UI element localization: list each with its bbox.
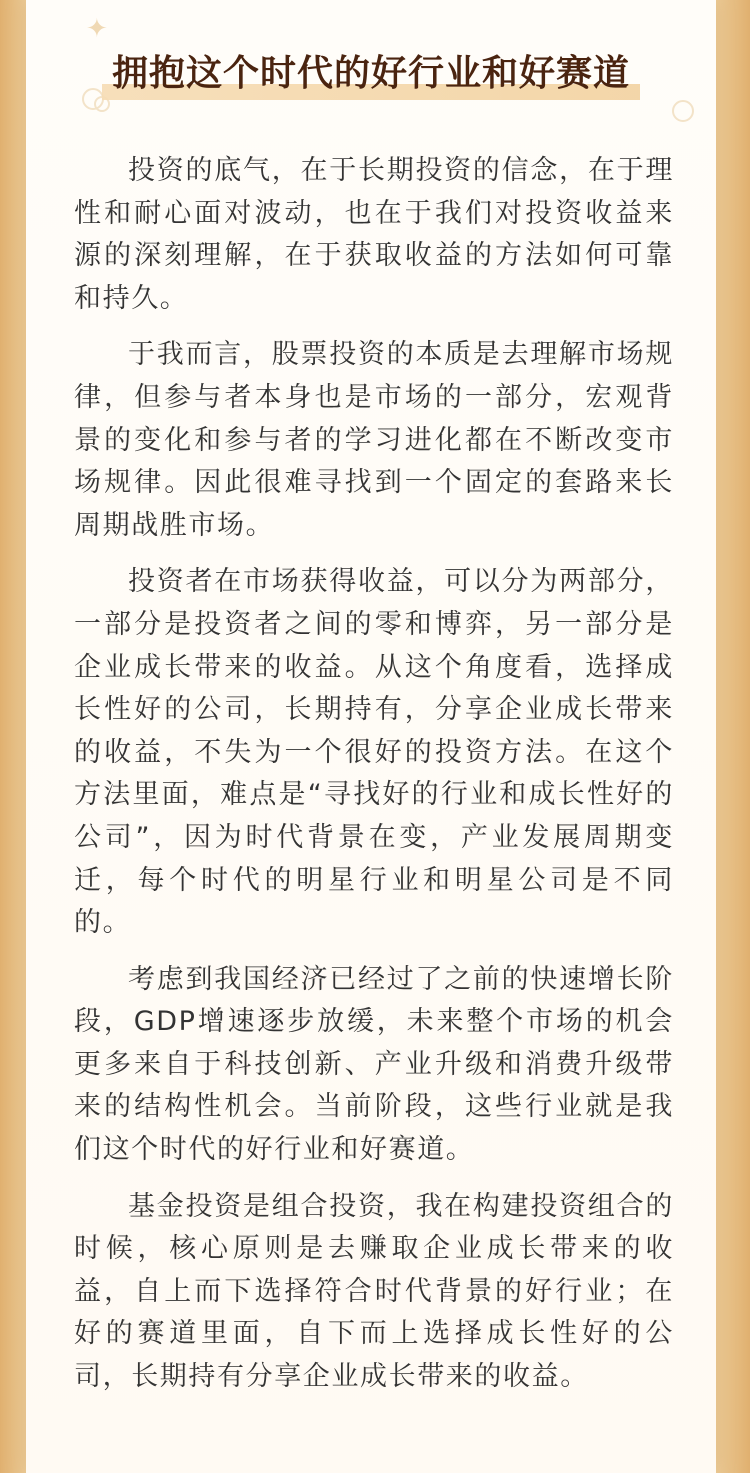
paragraph: 投资者在市场获得收益，可以分为两部分，一部分是投资者之间的零和博弈，另一部分是企业成长带来的收益。从这个角度看，选择成长性好的公司，长期持有，分享企业成长带来的收益，不失为一个很好的投资方法。在这个方法里面，难点是“寻找好的行业和成长性好的公司”，因为时代背景在变，产业发展周期变迁，每个时代的明星行业和明星公司是不同的。 xyxy=(74,566,674,939)
article-card xyxy=(26,0,716,1473)
title-wrap xyxy=(26,44,716,104)
article-body xyxy=(74,150,674,1413)
background-right-edge xyxy=(716,0,750,1473)
page-title: 拥抱这个时代的好行业和好赛道 xyxy=(108,44,634,104)
paragraph: 基金投资是组合投资，我在构建投资组合的时候，核心原则是去赚取企业成长带来的收益，自上而下选择符合时代背景的好行业；在好的赛道里面，自下而上选择成长性好的公司，长期持有分享企业成长带来的收益。 xyxy=(74,1190,674,1393)
paragraph: 考虑到我国经济已经过了之前的快速增长阶段，GDP增速逐步放缓，未来整个市场的机会更多来自于科技创新、产业升级和消费升级带来的结构性机会。当前阶段，这些行业就是我们这个时代的好行业和好赛道。 xyxy=(74,963,674,1166)
paragraph: 于我而言，股票投资的本质是去理解市场规律，但参与者本身也是市场的一部分，宏观背景的变化和参与者的学习进化都在不断改变市场规律。因此很难寻找到一个固定的套路来长周期战胜市场。 xyxy=(74,339,674,541)
background-left-edge xyxy=(0,0,26,1473)
paragraph: 投资的底气，在于长期投资的信念，在于理性和耐心面对波动，也在于我们对投资收益来源的深刻理解，在于获取收益的方法如何可靠和持久。 xyxy=(74,155,674,314)
sparkle-icon: ✦ xyxy=(86,14,108,44)
